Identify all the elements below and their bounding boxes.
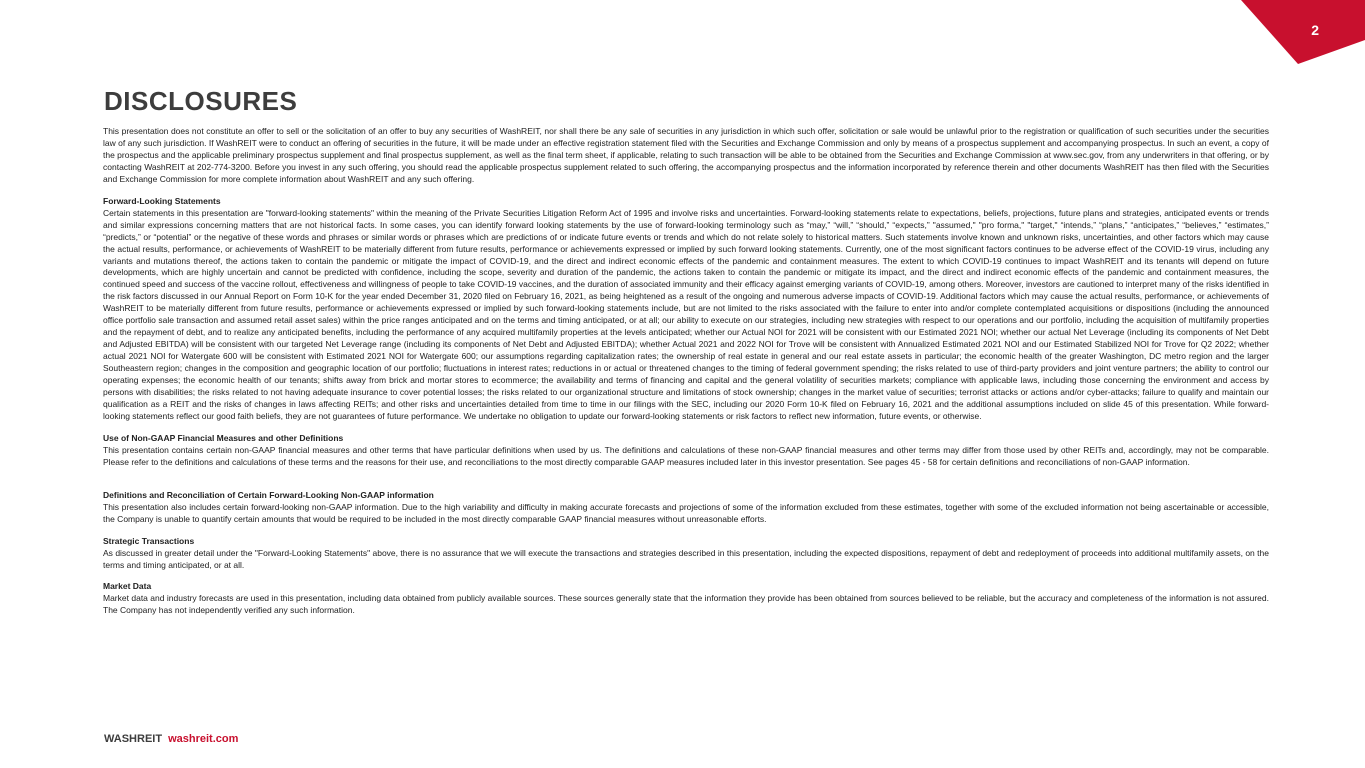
page-title: DISCLOSURES — [104, 86, 298, 116]
section-body: This presentation also includes certain forward-looking non-GAAP information. Due to the high variability and difficulty in making accurate forecasts and projections of some of the information excluded from these estimates, together with some of the excluded information not being ascertainable or accessible, the Company is unable to quantify certain amounts that would be required to be included in the most directly comparable GAAP financial measures without unreasonable efforts. — [103, 501, 1269, 524]
definitions-section — [103, 490, 1269, 526]
intro-paragraph: This presentation does not constitute an offer to sell or the solicitation of an offer to buy any securities of WashREIT, nor shall there be any sale of securities in any jurisdiction in which such offer, solicitation or sale would be unlawful prior to the registration or qualification of such securities under the securities law of any such jurisdiction. If WashREIT were to conduct an offering of securities in the future, it will be made under an effective registration statement filed with the Securities and Exchange Commission and only by means of a prospectus supplement and accompanying prospectus. In such an event, a copy of the prospectus and the applicable preliminary prospectus supplement and final prospectus supplement, as well as the final term sheet, if applicable, relating to such transaction will be able to be obtained from the Securities and Exchange Commission at www.sec.gov, from any underwriters in that offering, or by contacting WashREIT at 202-774-3200. Before you invest in any such offering, you should read the applicable prospectus supplement related to such offering, the accompanying prospectus and the information incorporated by reference therein and other documents WashREIT has then filed with the Securities and Exchange Commission for more complete information about WashREIT and any such offering. — [103, 126, 1269, 184]
footer-brand: WASHREIT — [104, 733, 163, 745]
section-heading: Forward-Looking Statements — [103, 195, 221, 206]
page-corner-ribbon — [1241, 0, 1365, 64]
market-data-section — [103, 581, 1269, 617]
section-body: This presentation contains certain non-GAAP financial measures and other terms that have particular definitions when used by us. The definitions and calculations of these non-GAAP financial measures and other terms may differ from those used by other REITs and, accordingly, may not be comparable. Please refer to the definitions and calculations of these terms and the reasons for their use, and reconciliations to the most directly comparable GAAP measures included later in this investor presentation. See pages 45 - 58 for certain definitions and reconciliations of non-GAAP information. — [103, 444, 1269, 467]
non-gaap-section — [103, 433, 1269, 469]
page-number: 2 — [1311, 22, 1319, 38]
section-heading: Market Data — [103, 581, 152, 592]
section-body: Market data and industry forecasts are used in this presentation, including data obtained from publicly available sources. These sources generally state that the information they provide has been obtained from sources believed to be reliable, but the accuracy and completeness of the information is not assured. The Company has not independently verified any such information. — [103, 593, 1269, 616]
section-heading: Definitions and Reconciliation of Certain Forward-Looking Non-GAAP information — [103, 489, 434, 500]
section-body: Certain statements in this presentation are "forward-looking statements" within the meaning of the Private Securities Litigation Reform Act of 1995 and involve risks and uncertainties. Forward-looking statements relate to expectations, beliefs, projections, future plans and strategies, anticipated events or trends and similar expressions concerning matters that are not historical facts. In some cases, you can identify forward looking statements by the use of forward-looking terminology such as “may,” “will,” “should,” “expects,” "assumed," "pro forma," "target," “intends,” “plans,” “anticipates,” “believes,” “estimates,” “predicts,” or “potential” or the negative of these words and phrases or similar words or phrases which are predictions of or indicate future events or trends and which do not relate solely to historical matters. Such statements involve known and unknown risks, uncertainties, and other factors which may cause the actual results, performance, or achievements of WashREIT to be materially different from future results, performance or achievements expressed or implied by such forward looking statements. Currently, one of the most significant factors continues to be adverse effect of the COVID-19 virus, including any variants and mutations thereof, the actions taken to contain the pandemic or mitigate the impact of COVID-19, and the direct and indirect economic effects of the pandemic and containment measures. The extent to which COVID-19 continues to impact WashREIT and its tenants will depend on future developments, which are highly uncertain and cannot be predicted with confidence, including the scope, severity and duration of the pandemic, the actions taken to contain the pandemic or mitigate its impact, and the direct and indirect economic effects of the pandemic and containment measures, the continued speed and success of the vaccine rollout, effectiveness and willingness of people to take COVID-19 vaccines, and the duration of associated immunity and their efficacy against emerging variants of COVID-19, among others. Moreover, investors are cautioned to interpret many of the risks identified in the risk factors discussed in our Annual Report on Form 10-K for the year ended December 31, 2020 filed on February 16, 2021, as being heightened as a result of the ongoing and numerous adverse impacts of COVID-19. Additional factors which may cause the actual results, performance, or achievements of WashREIT to be materially different from future results, performance or achievements expressed or implied by such forward-looking statements include, but are not limited to the risks associated with the failure to enter into and/or complete contemplated acquisitions or dispositions (including the announced office portfolio sale transaction and assumed retail asset sales) within the price ranges anticipated and on the terms and timing anticipated, or at all; our ability to execute on our strategies, including new strategies with respect to our operations and our portfolio, including the acquisition of multifamily properties and the repayment of debt, and to realize any anticipated benefits, including the performance of any acquired multifamily properties at the levels anticipated; whether our Actual NOI for 2021 will be consistent with our Estimated 2021 NOI; whether our actual Net Leverage (including its components of Net Debt and Adjusted EBITDA) will be consistent with our targeted Net Leverage range (including its components of Net Debt and Adjusted EBITDA); whether Actual 2021 and 2022 NOI for Trove will be consistent with Annualized Estimated 2021 NOI and our Estimated Stabilized NOI for Trove for Q2 2022; whether actual 2021 NOI for Watergate 600 will be consistent with Estimated 2021 NOI for Watergate 600; our assumptions regarding capitalization rates; the ownership of real estate in general and our real estate assets in particular; the economic health of the greater Washington, DC metro region and the larger Southeastern region; changes in the composition and geographic location of our portfolio; fluctuations in interest rates; reductions in or actual or threatened changes to the timing of federal government spending; the risks related to use of third-party providers and joint venture partners; the ability to control our operating expenses; the economic health of our tenants; shifts away from brick and mortar stores to ecommerce; the availability and terms of financing and capital and the general volatility of securities markets; compliance with applicable laws, including those concerning the environment and access by persons with disabilities; the risks related to not having adequate insurance to cover potential losses; the risks related to our organizational structure and limitations of stock ownership; changes in the market value of securities; terrorist attacks or actions and/or cyber-attacks; failure to qualify and maintain our qualification as a REIT and the risks of changes in laws affecting REITs; and other risks and uncertainties detailed from time to time in our filings with the SEC, including our 2020 Form 10-K filed on February 16, 2021 and the additional assumptions included on slide 45 of this presentation. While forward-looking statements reflect our good faith beliefs, they are not guarantees of future performance. We undertake no obligation to update our forward-looking statements or risk factors to reflect new information, future events, or otherwise. — [103, 207, 1269, 421]
section-heading: Strategic Transactions — [103, 535, 195, 546]
section-heading: Use of Non-GAAP Financial Measures and other Definitions — [103, 432, 344, 443]
footer — [104, 733, 238, 745]
section-body: As discussed in greater detail under the "Forward-Looking Statements" above, there is no assurance that we will execute the transactions and strategies described in this presentation, including the expected dispositions, repayment of debt and redeployment of proceeds into additional multifamily assets, on the terms and timing anticipated, or at all. — [103, 547, 1269, 570]
disclosures-body — [103, 126, 1269, 617]
forward-looking-section — [103, 196, 1269, 423]
strategic-transactions-section — [103, 536, 1269, 572]
footer-website-link[interactable]: washreit.com — [168, 733, 239, 745]
